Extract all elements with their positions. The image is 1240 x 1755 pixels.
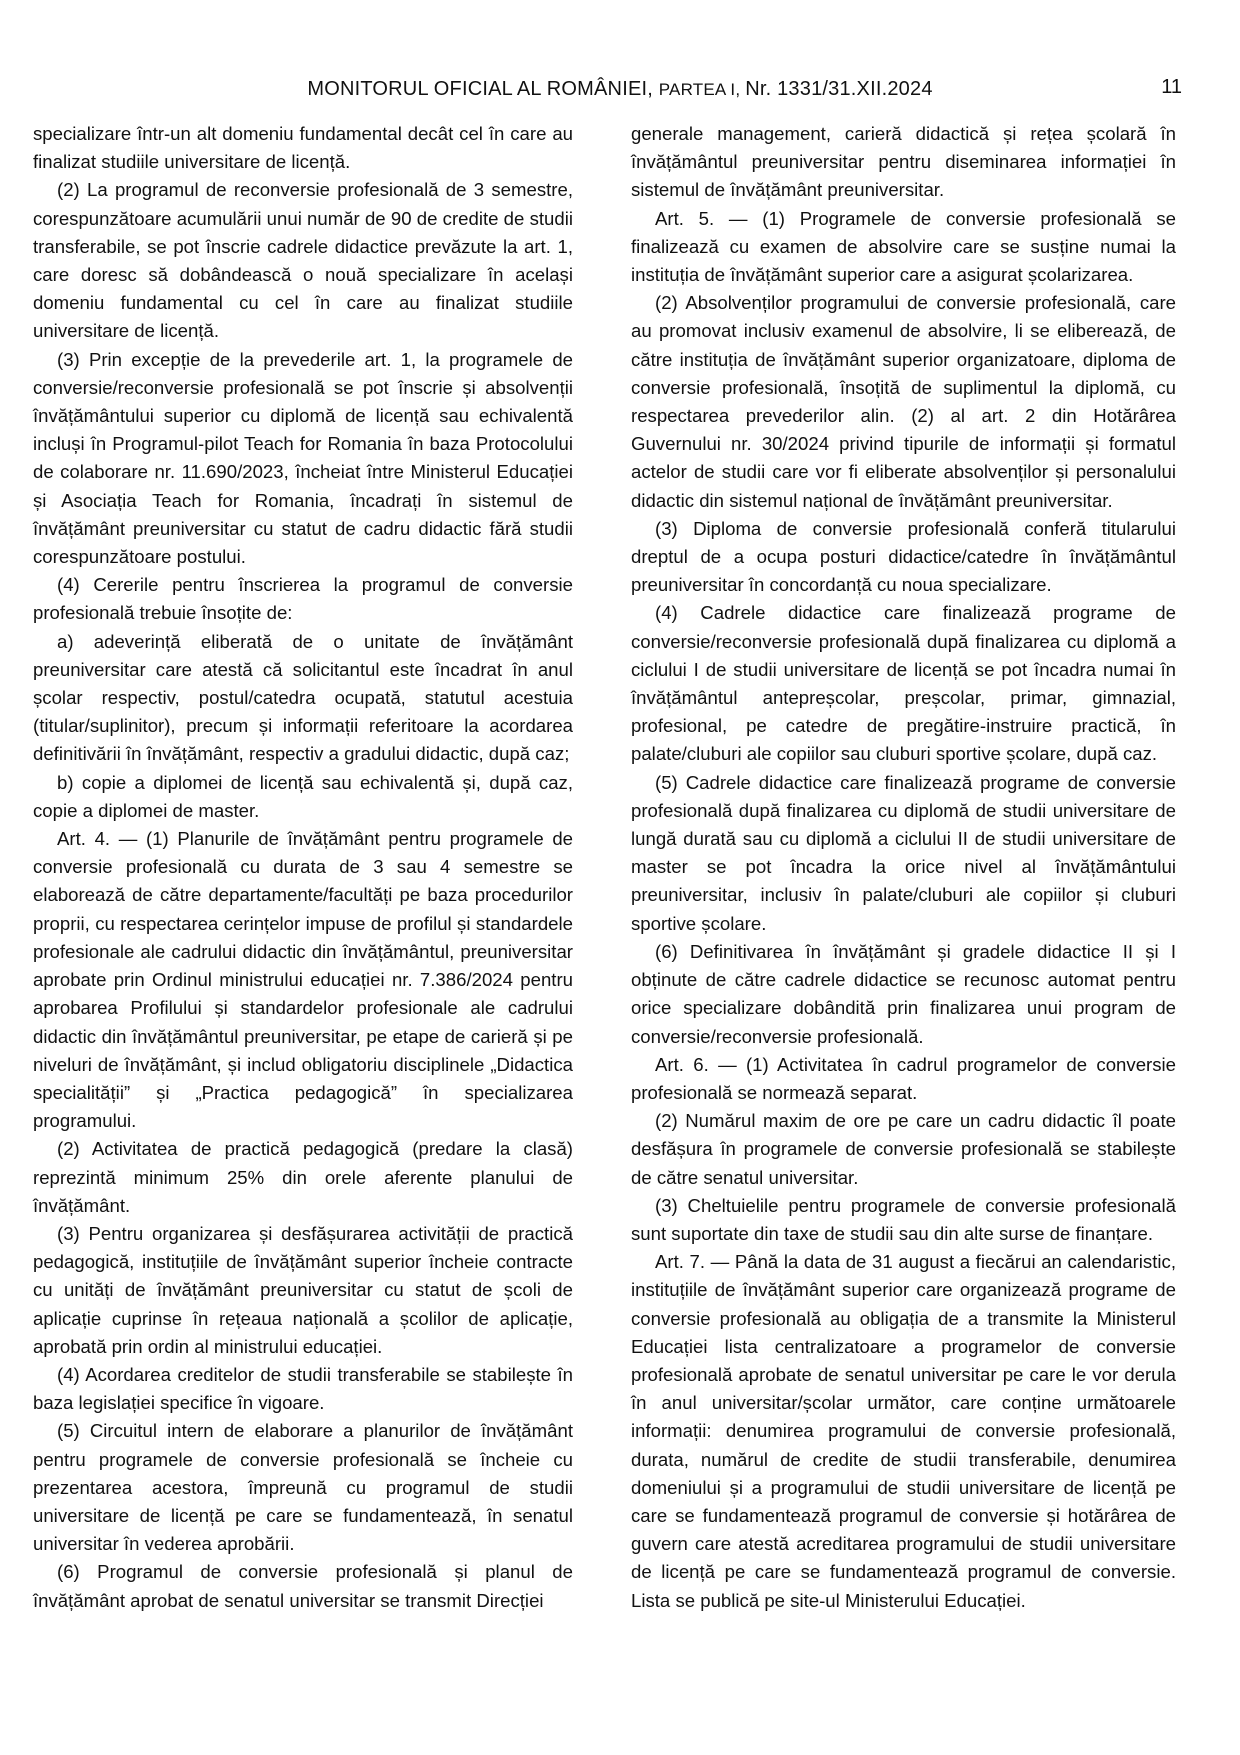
paragraph: (4) Cadrele didactice care finalizează programe de conversie/reconversie profesională după finalizarea cu diplomă a ciclului I de studii universitare de licență se pot încadra numai în învățământul antepreșcolar, preșcolar, primar, gimnazial, profesional, pe catedre de pregătire-instruire practică, în palate/cluburi ale copiilor sau cluburi sportive școlare, după caz. — [631, 602, 1176, 765]
page-number: 11 — [1161, 76, 1182, 98]
paragraph: (2) Numărul maxim de ore pe care un cadru didactic îl poate desfășura în programele de conversie profesională se stabilește de către senatul universitar. — [631, 1110, 1176, 1188]
paragraph: specializare într-un alt domeniu fundamental decât cel în care au finalizat studiile universitare de licență. — [33, 123, 573, 173]
paragraph: (3) Diploma de conversie profesională conferă titularului dreptul de a ocupa posturi didactice/catedre în învățământul preuniversitar în concordanță cu noua specializare. — [631, 517, 1176, 596]
paragraph: (5) Cadrele didactice care finalizează programe de conversie profesională după finalizarea cu diplomă de studii universitare de lungă durată sau cu diplomă a ciclului II de studii universitare de master se pot încadra la orice nivel al învățământului preuniversitar, inclusiv în palate/cluburi ale copiilor și cluburi sportive școlare. — [631, 771, 1176, 934]
paragraph: (3) Pentru organizarea și desfășurarea activității de practică pedagogică, instituțiile de învățământ superior încheie contracte cu unități de învățământ preuniversitar cu statut de școli de aplicație cuprinse în rețeaua națională a școlilor de aplicație, aprobată prin ordin al ministrului educației. — [33, 1222, 573, 1357]
paragraph: (6) Definitivarea în învățământ și gradele didactice II și I obținute de către cadrele didactice se recunosc automat pentru orice specializare dobândită prin finalizarea unui program de conversie/reconversie profesională. — [631, 940, 1176, 1047]
paragraph: Art. 7. — Până la data de 31 august a fiecărui an calendaristic, instituțiile de învățământ superior care organizează programe de conversie profesională au obligația de a transmite la Ministerul Educației lista centralizatoare a programelor de conversie profesională aprobate de senatul universitar pe care le vor derula în anul universitar/școlar următor, care conține următoarele informații: denumirea programului de conversie profesională, durata, numărul de credite de studii transferabile, denumirea domeniului și a programului de studii universitare de licență pe care se fundamentează programul de conversie și hotărârea de guvern care atestă acreditarea programului de studii universitare de licență pe care se fundamentează programul de conversie. Lista se publică pe site-ul Ministerului Educației. — [631, 1251, 1176, 1611]
paragraph: a) adeverință eliberată de o unitate de învățământ preuniversitar care atestă că solicitantul este încadrat în anul școlar respectiv, postul/catedra ocupată, statutul acestuia (titular/suplinitor), precum și informații referitoare la acordarea definitivării în învățământ, respectiv a gradului didactic, după caz; — [33, 630, 573, 765]
paragraph: (5) Circuitul intern de elaborare a planurilor de învățământ pentru programele de conversie profesională se încheie cu prezentarea acestora, împreună cu programul de studii universitare de licență pe care se fundamentează, în senatul universitar în vederea aprobării. — [33, 1420, 573, 1555]
paragraph: (2) La programul de reconversie profesională de 3 semestre, corespunzătoare acumulării unui număr de 90 de credite de studii transferabile, se pot înscrie cadrele didactice prevăzute la art. 1, care doresc să dobândească o nouă specializare în același domeniu fundamental cu cel în care au finalizat studiile universitare de licență. — [33, 179, 573, 342]
header-part: PARTEA I, — [658, 80, 746, 99]
page-header — [0, 78, 1240, 101]
header-issue: Nr. 1331/31.XII.2024 — [745, 78, 933, 100]
paragraph: generale management, carieră didactică și rețea școlară în învățământul preuniversitar pentru diseminarea informației în sistemul de învățământ preuniversitar. — [631, 123, 1176, 201]
paragraph: (6) Programul de conversie profesională și planul de învățământ aprobat de senatul universitar se transmit Direcției — [33, 1561, 573, 1611]
paragraph: (3) Prin excepție de la prevederile art. 1, la programele de conversie/reconversie profesională se pot înscrie și absolvenții învățământului superior cu diplomă de licență sau echivalentă incluși în Programul-pilot Teach for Romania în baza Protocolului de colaborare nr. 11.690/2023, încheiat între Ministerul Educației și Asociația Teach for Romania, încadrați în sistemul de învățământ preuniversitar cu statut de cadru didactic fără studii corespunzătoare postului. — [33, 348, 573, 568]
paragraph: (4) Acordarea creditelor de studii transferabile se stabilește în baza legislației specifice în vigoare. — [33, 1363, 573, 1414]
paragraph: (3) Cheltuielile pentru programele de conversie profesională sunt suportate din taxe de studii sau din alte surse de finanțare. — [631, 1194, 1176, 1244]
paragraph: Art. 6. — (1) Activitatea în cadrul programelor de conversie profesională se normează separat. — [631, 1053, 1176, 1103]
right-column — [631, 120, 1176, 1615]
paragraph: (2) Absolvenților programului de conversie profesională, care au promovat inclusiv examenul de absolvire, li se eliberează, de către instituția de învățământ superior organizatoare, diploma de conversie profesională, însoțită de suplimentul la diplomă, cu respectarea prevederilor alin. (2) al art. 2 din Hotărârea Guvernului nr. 30/2024 privind tipurile de informații și formatul actelor de studii care vor fi eliberate absolvenților și personalului didactic din sistemul național de învățământ preuniversitar. — [631, 292, 1176, 511]
paragraph: Art. 4. — (1) Planurile de învățământ pentru programele de conversie profesională cu durata de 3 sau 4 semestre se elaborează de către departamente/facultăți pe baza procedurilor proprii, cu respectarea cerințelor impuse de profilul și standardele profesionale ale cadrului didactic din învățământul, preuniversitar aprobate prin Ordinul ministrului educației nr. 7.386/2024 pentru aprobarea Profilului și standardelor profesionale ale cadrului didactic din învățământul preuniversitar, pe etape de carieră și pe niveluri de învățământ, și includ obligatoriu disciplinele „Didactica specialității” și „Practica pedagogică” în specializarea programului. — [33, 828, 573, 1132]
paragraph: (4) Cererile pentru înscrierea la programul de conversie profesională trebuie însoțite de: — [33, 574, 573, 624]
left-column — [33, 120, 573, 1615]
header-title: MONITORUL OFICIAL AL ROMÂNIEI, — [307, 78, 659, 100]
paragraph: b) copie a diplomei de licență sau echivalentă și, după caz, copie a diplomei de master. — [33, 771, 573, 821]
paragraph: Art. 5. — (1) Programele de conversie profesională se finalizează cu examen de absolvire care se susține numai la instituția de învățământ superior care a asigurat școlarizarea. — [631, 207, 1176, 286]
paragraph: (2) Activitatea de practică pedagogică (predare la clasă) reprezintă minimum 25% din orele aferente planului de învățământ. — [33, 1138, 573, 1216]
